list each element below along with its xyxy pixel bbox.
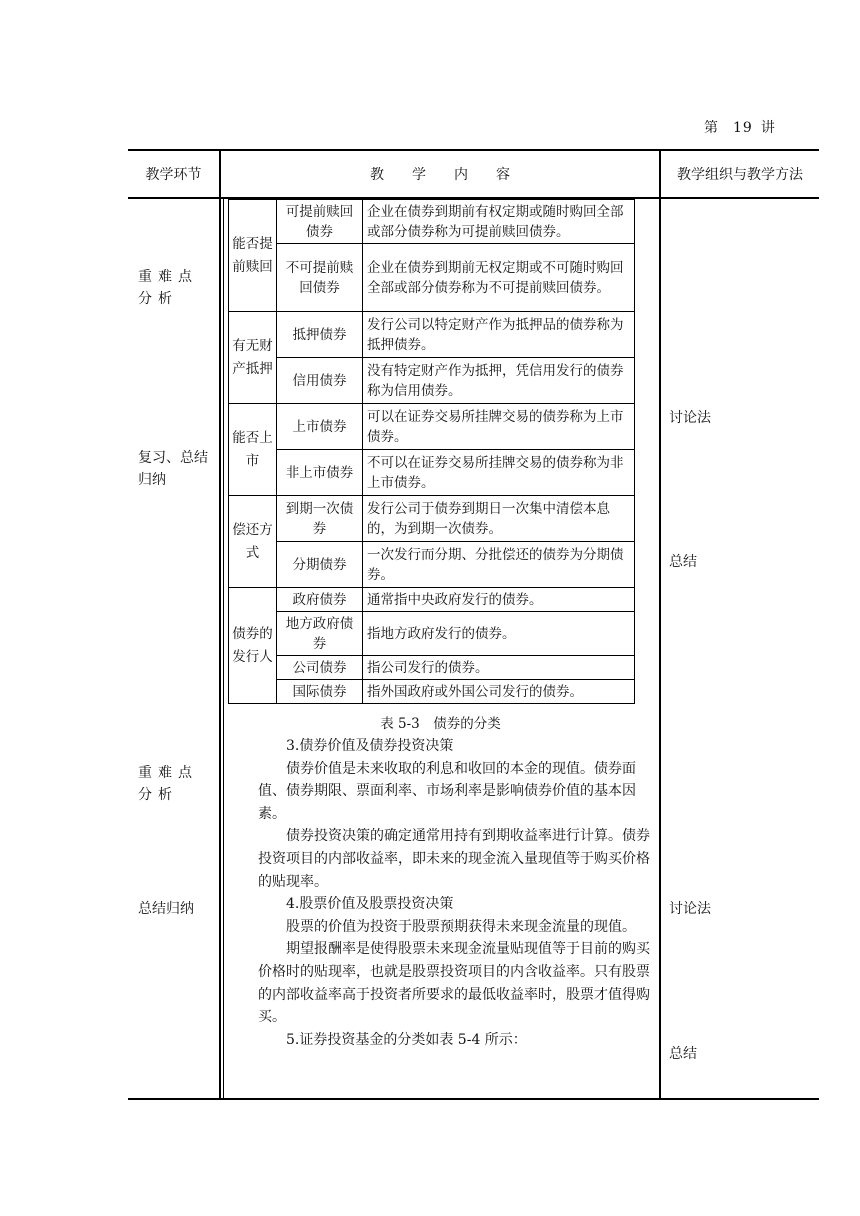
- table-bottom-border: [128, 1098, 819, 1100]
- col-divider-1: [219, 150, 221, 1099]
- lesson-body: [258, 735, 656, 1051]
- method-note: 讨论法: [669, 901, 711, 917]
- type-cell: 公司债券: [277, 656, 363, 680]
- type-cell: 抵押债券: [277, 312, 363, 358]
- section-heading: 4.股票价值及股票投资决策: [286, 896, 454, 913]
- header-char: 教: [370, 167, 384, 183]
- definition-cell: 企业在债券到期前无权定期或不可随时购回全部或部分债券称为不可提前赎回债券。: [363, 244, 635, 312]
- stage-note: 总结归纳: [138, 901, 194, 917]
- header-section: [128, 150, 219, 198]
- header-col-content: [221, 150, 659, 198]
- type-cell: 非上市债券: [277, 450, 363, 496]
- definition-cell: 企业在债券到期前有权定期或随时购回全部或部分债券称为可提前赎回债券。: [363, 200, 635, 244]
- definition-cell: 不可以在证券交易所挂牌交易的债券称为非上市债券。: [363, 450, 635, 496]
- definition-cell: 通常指中央政府发行的债券。: [363, 588, 635, 612]
- table-row: [229, 656, 635, 680]
- definition-cell: 可以在证券交易所挂牌交易的债券称为上市债券。: [363, 404, 635, 450]
- header-col-method: [661, 150, 819, 198]
- header-col-method-label: 教学组织与教学方法: [677, 167, 803, 183]
- paragraph: 债券价值是未来收取的利息和收回的本金的现值。债券面值、债券期限、票面利率、市场利率是影响债券价值的基本因素。: [258, 760, 636, 822]
- table-row: [229, 358, 635, 404]
- lecture-number: [704, 117, 776, 137]
- paragraph: 股票的价值为投资于股票预期获得未来现金流量的现值。: [286, 918, 636, 935]
- type-cell: 到期一次债券: [277, 496, 363, 542]
- section-heading: 5.证券投资基金的分类如表 5-4 所示：: [286, 1031, 527, 1048]
- lecture-label: 第: [704, 120, 719, 136]
- category-cell: 有无财产抵押: [229, 312, 277, 404]
- type-cell: 不可提前赎回债券: [277, 244, 363, 312]
- type-cell: 信用债券: [277, 358, 363, 404]
- type-cell: 地方政府债券: [277, 612, 363, 656]
- type-cell: 分期债券: [277, 542, 363, 588]
- category-cell: 偿还方式: [229, 496, 277, 588]
- header-char: 内: [454, 167, 468, 183]
- section-heading: 3.债券价值及债券投资决策: [286, 738, 454, 754]
- header-char: 容: [496, 167, 510, 183]
- table-row: [229, 588, 635, 612]
- table-row: [229, 404, 635, 450]
- definition-cell: 没有特定财产作为抵押，凭信用发行的债券称为信用债券。: [363, 358, 635, 404]
- type-cell: 可提前赎回债券: [277, 200, 363, 244]
- type-cell: 国际债券: [277, 680, 363, 704]
- definition-cell: 指外国政府或外国公司发行的债券。: [363, 680, 635, 704]
- header-char: 学: [412, 167, 426, 183]
- bond-classification-table: [228, 199, 635, 704]
- paragraph: 期望报酬率是使得股票未来现金流量贴现值等于目前的购买价格时的贴现率，也就是股票投资项目的内含收益率。只有股票的内部收益率高于投资者所要求的最低收益率时，股票才值得购买。: [258, 941, 650, 1026]
- table-row: [229, 612, 635, 656]
- table-row: [229, 496, 635, 542]
- category-cell: 债券的发行人: [229, 588, 277, 704]
- category-cell: 能否提前赎回: [229, 200, 277, 312]
- stage-note: 重难点分析: [138, 269, 198, 307]
- table-row: [229, 450, 635, 496]
- table-row: [229, 680, 635, 704]
- col-divider-2: [659, 150, 661, 1099]
- lecture-suffix: 讲: [760, 120, 776, 136]
- stage-note: 重难点分析: [138, 765, 198, 803]
- definition-cell: 指地方政府发行的债券。: [363, 612, 635, 656]
- table-row: [229, 542, 635, 588]
- method-note: 总结: [669, 554, 697, 570]
- definition-cell: 发行公司以特定财产作为抵押品的债券称为抵押债券。: [363, 312, 635, 358]
- table-row: [229, 312, 635, 358]
- col-divider-1b: [223, 198, 224, 1099]
- table-caption: 表 5-3 债券的分类: [380, 716, 501, 732]
- table-row: [229, 200, 635, 244]
- table-row: [229, 244, 635, 312]
- definition-cell: 指公司发行的债券。: [363, 656, 635, 680]
- type-cell: 政府债券: [277, 588, 363, 612]
- definition-cell: 发行公司于债券到期日一次集中清偿本息的，为到期一次债券。: [363, 496, 635, 542]
- definition-cell: 一次发行而分期、分批偿还的债券为分期债券。: [363, 542, 635, 588]
- paragraph: 债券投资决策的确定通常用持有到期收益率进行计算。债券投资项目的内部收益率，即未来的现金流入量现值等于购买价格的贴现率。: [258, 828, 650, 890]
- method-note: 讨论法: [669, 410, 711, 426]
- lecture-value: 19: [733, 120, 753, 136]
- category-cell: 能否上市: [229, 404, 277, 496]
- type-cell: 上市债券: [277, 404, 363, 450]
- header-col-stage: 教学环节: [145, 167, 202, 183]
- method-note: 总结: [669, 1046, 697, 1062]
- stage-note: 复习、总结归纳: [138, 450, 208, 488]
